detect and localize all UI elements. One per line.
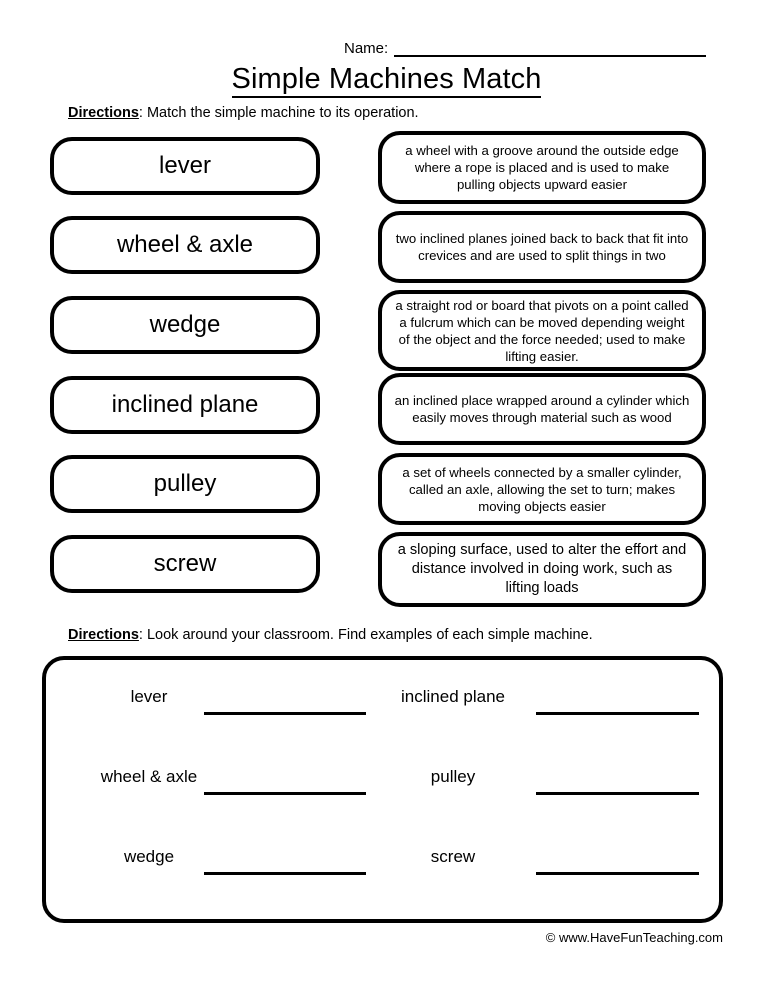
term-box-inclined-plane[interactable] [50,376,320,434]
footer-credit: © www.HaveFunTeaching.com [545,930,723,945]
definition-box-4[interactable] [378,373,706,445]
directions-matching-text: : Match the simple machine to its operation. [138,105,419,121]
definition-box-1[interactable] [378,131,706,204]
definition-box-3[interactable] [378,290,706,371]
activity-blank-line-lever[interactable] [204,712,366,715]
term-label: wedge [149,310,221,338]
term-label: pulley [153,469,217,497]
activity-label: lever [130,687,168,706]
activity-blank-line-wedge[interactable] [204,872,366,875]
activity-item-screw [394,845,512,869]
directions-keyword: Directions [68,105,139,121]
definition-text: two inclined planes joined back to back that fit into crevices and are used to split things in two [395,231,689,263]
term-label: inclined plane [111,390,259,418]
definition-box-2[interactable] [378,211,706,283]
name-blank-line[interactable] [394,41,706,57]
activity-label: screw [430,847,476,866]
activity-label: wheel & axle [100,767,198,786]
definition-text: an inclined place wrapped around a cylinder which easily moves through material such as wood [394,393,690,425]
classroom-activity-box [42,656,723,923]
activity-label: pulley [430,767,476,786]
definition-text: a wheel with a groove around the outside edge where a rope is placed and is used to make pulling objects upward easier [405,143,679,192]
activity-blank-line-wheel-axle[interactable] [204,792,366,795]
activity-item-wheel-axle [90,765,208,789]
directions-classroom-text: : Look around your classroom. Find examples of each simple machine. [138,627,593,643]
activity-grid [46,660,719,919]
activity-label: inclined plane [401,687,505,706]
definition-box-5[interactable] [378,453,706,525]
directions-keyword: Directions [68,627,139,643]
activity-blank-line-pulley[interactable] [536,792,699,795]
definition-box-6[interactable] [378,532,706,607]
activity-blank-line-inclined-plane[interactable] [536,712,699,715]
activity-item-lever [90,685,208,709]
term-box-lever[interactable] [50,137,320,195]
term-label: lever [158,151,212,179]
page-title [0,62,773,96]
directions-matching [68,104,419,122]
term-label: wheel & axle [116,230,254,258]
term-box-wheel-axle[interactable] [50,216,320,274]
term-box-screw[interactable] [50,535,320,593]
activity-item-inclined-plane [394,685,512,709]
definition-text: a straight rod or board that pivots on a point called a fulcrum which can be moved depending weight of the object and the force needed; used to make lifting easier. [395,297,689,364]
activity-item-pulley [394,765,512,789]
page-title-text: Simple Machines Match [232,63,542,98]
term-label: screw [153,549,217,577]
definition-text: a sloping surface, used to alter the effort and distance involved in doing work, such as lifting loads [397,542,687,596]
definition-text: a set of wheels connected by a smaller cylinder, called an axle, allowing the set to turn; makes moving objects easier [402,464,682,514]
activity-label: wedge [123,847,175,866]
directions-classroom [68,626,593,644]
term-box-pulley[interactable] [50,455,320,513]
activity-item-wedge [90,845,208,869]
activity-blank-line-screw[interactable] [536,872,699,875]
name-field-row [344,41,706,57]
name-label: Name: [344,40,389,57]
term-box-wedge[interactable] [50,296,320,354]
